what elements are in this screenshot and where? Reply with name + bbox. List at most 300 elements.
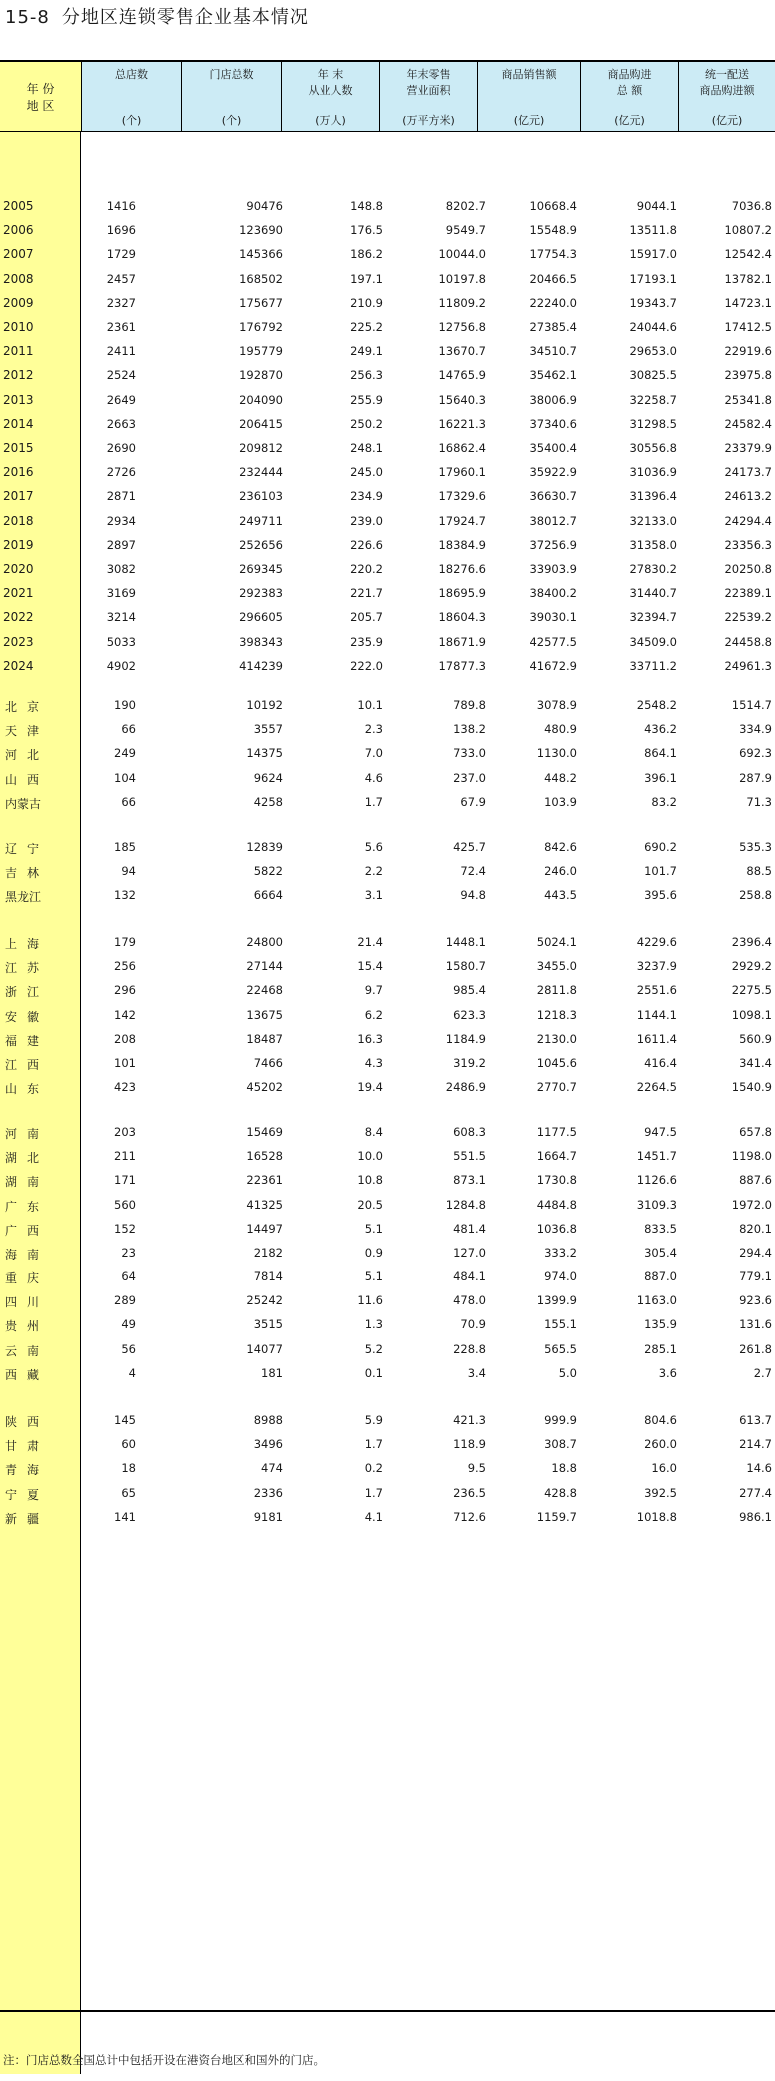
cell-col-3: 2.2: [364, 864, 383, 878]
region-row: [0, 1005, 775, 1025]
cell-col-3: 1.7: [364, 1486, 383, 1500]
cell-col-1: 64: [121, 1269, 136, 1283]
year-label: 2014: [3, 417, 34, 431]
cell-col-5: 308.7: [544, 1437, 577, 1451]
cell-col-2: 25242: [246, 1293, 283, 1307]
cell-col-4: 481.4: [453, 1222, 486, 1236]
region-row: [0, 1363, 775, 1383]
cell-col-3: 3.1: [364, 888, 383, 902]
cell-col-3: 176.5: [350, 223, 383, 237]
cell-col-2: 12839: [246, 840, 283, 854]
cell-col-2: 6664: [253, 888, 283, 902]
cell-col-7: 214.7: [739, 1437, 772, 1451]
cell-col-7: 1514.7: [731, 698, 772, 712]
year-label: 2019: [3, 538, 34, 552]
cell-col-2: 145366: [239, 247, 283, 261]
cell-col-5: 155.1: [544, 1317, 577, 1331]
header-col-1: [81, 62, 181, 131]
cell-col-1: 185: [114, 840, 136, 854]
cell-col-3: 5.6: [364, 840, 383, 854]
cell-col-6: 1018.8: [636, 1510, 677, 1524]
cell-col-7: 2275.5: [731, 983, 772, 997]
cell-col-3: 148.8: [350, 199, 383, 213]
header-col-4-l2: 营业面积: [406, 84, 451, 97]
cell-col-5: 1664.7: [536, 1149, 577, 1163]
cell-col-2: 9624: [253, 771, 283, 785]
region-row: [0, 1170, 775, 1190]
cell-col-2: 15469: [246, 1125, 283, 1139]
cell-col-2: 474: [261, 1461, 283, 1475]
region-row: [0, 1219, 775, 1239]
cell-col-4: 1580.7: [445, 959, 486, 973]
cell-col-3: 16.3: [357, 1032, 383, 1046]
cell-col-1: 142: [114, 1008, 136, 1022]
cell-col-7: 24582.4: [724, 417, 772, 431]
region-label: 山西: [5, 773, 50, 787]
cell-col-3: 205.7: [350, 610, 383, 624]
region-row: [0, 1053, 775, 1073]
header-col-2-l1: 门店总数: [209, 68, 254, 81]
region-label: 青海: [5, 1463, 50, 1477]
cell-col-6: 396.1: [644, 771, 677, 785]
cell-col-4: 14765.9: [438, 368, 486, 382]
header-col-7-unit: (亿元): [711, 114, 743, 127]
cell-col-7: 535.3: [739, 840, 772, 854]
region-row: [0, 1195, 775, 1215]
cell-col-7: 613.7: [739, 1413, 772, 1427]
cell-col-1: 2726: [106, 465, 136, 479]
region-row: [0, 837, 775, 857]
cell-col-1: 190: [114, 698, 136, 712]
cell-col-7: 25341.8: [724, 393, 772, 407]
header-col-7-l2: 商品购进额: [699, 84, 755, 97]
year-row: [0, 365, 775, 385]
cell-col-6: 31298.5: [629, 417, 677, 431]
cell-col-7: 22919.6: [724, 344, 772, 358]
cell-col-1: 1416: [106, 199, 136, 213]
region-label: 江苏: [5, 961, 50, 975]
cell-col-3: 19.4: [357, 1080, 383, 1094]
cell-col-3: 5.1: [364, 1269, 383, 1283]
cell-col-4: 127.0: [453, 1246, 486, 1260]
year-row: [0, 511, 775, 531]
region-row: [0, 1122, 775, 1142]
cell-col-2: 24800: [246, 935, 283, 949]
cell-col-3: 235.9: [350, 635, 383, 649]
cell-col-2: 45202: [246, 1080, 283, 1094]
cell-col-4: 608.3: [453, 1125, 486, 1139]
header-col-4-l1: 年末零售: [406, 68, 451, 81]
cell-col-3: 249.1: [350, 344, 383, 358]
year-row: [0, 656, 775, 676]
cell-col-4: 18276.6: [438, 562, 486, 576]
cell-col-7: 7036.8: [731, 199, 772, 213]
region-row: [0, 1339, 775, 1359]
cell-col-3: 248.1: [350, 441, 383, 455]
cell-col-1: 94: [121, 864, 136, 878]
region-label: 安徽: [5, 1010, 50, 1024]
cell-col-3: 21.4: [357, 935, 383, 949]
cell-col-6: 864.1: [644, 746, 677, 760]
cell-col-4: 94.8: [460, 888, 486, 902]
cell-col-2: 175677: [239, 296, 283, 310]
cell-col-6: 260.0: [644, 1437, 677, 1451]
region-row: [0, 1410, 775, 1430]
region-label: 浙江: [5, 985, 50, 999]
cell-col-4: 236.5: [453, 1486, 486, 1500]
region-row: [0, 719, 775, 739]
region-row: [0, 1434, 775, 1454]
cell-col-6: 887.0: [644, 1269, 677, 1283]
cell-col-5: 37340.6: [529, 417, 577, 431]
cell-col-2: 296605: [239, 610, 283, 624]
cell-col-7: 334.9: [739, 722, 772, 736]
cell-col-1: 203: [114, 1125, 136, 1139]
region-row: [0, 932, 775, 952]
cell-col-3: 5.2: [364, 1342, 383, 1356]
cell-col-5: 3455.0: [536, 959, 577, 973]
cell-col-7: 88.5: [746, 864, 772, 878]
header-col-3: [281, 62, 379, 131]
region-row: [0, 1146, 775, 1166]
cell-col-5: 428.8: [544, 1486, 577, 1500]
header-col-6-l2: 总 额: [616, 84, 643, 97]
cell-col-6: 285.1: [644, 1342, 677, 1356]
cell-col-3: 2.3: [364, 722, 383, 736]
year-row: [0, 607, 775, 627]
region-label: 河南: [5, 1127, 50, 1141]
cell-col-4: 9.5: [467, 1461, 486, 1475]
footnote: 注：门店总数全国总计中包括开设在港资台地区和国外的门店。: [3, 2053, 325, 2067]
cell-col-5: 41672.9: [529, 659, 577, 673]
cell-col-6: 31396.4: [629, 489, 677, 503]
cell-col-6: 1611.4: [636, 1032, 677, 1046]
cell-col-5: 35400.4: [529, 441, 577, 455]
cell-col-3: 0.2: [364, 1461, 383, 1475]
cell-col-3: 5.1: [364, 1222, 383, 1236]
cell-col-2: 10192: [246, 698, 283, 712]
cell-col-3: 222.0: [350, 659, 383, 673]
header-col-2: [181, 62, 281, 131]
cell-col-2: 206415: [239, 417, 283, 431]
region-label: 北京: [5, 700, 50, 714]
cell-col-5: 2130.0: [536, 1032, 577, 1046]
cell-col-7: 986.1: [739, 1510, 772, 1524]
year-label: 2024: [3, 659, 34, 673]
cell-col-6: 19343.7: [629, 296, 677, 310]
cell-col-5: 36630.7: [529, 489, 577, 503]
cell-col-2: 192870: [239, 368, 283, 382]
cell-col-2: 22468: [246, 983, 283, 997]
cell-col-3: 11.6: [357, 1293, 383, 1307]
cell-col-7: 657.8: [739, 1125, 772, 1139]
header-col-7: [678, 62, 775, 131]
cell-col-1: 2871: [106, 489, 136, 503]
cell-col-6: 2264.5: [636, 1080, 677, 1094]
cell-col-3: 255.9: [350, 393, 383, 407]
cell-col-5: 39030.1: [529, 610, 577, 624]
cell-col-2: 232444: [239, 465, 283, 479]
header-col-5: [477, 62, 580, 131]
data-table: [0, 60, 775, 2074]
cell-col-4: 16221.3: [438, 417, 486, 431]
cell-col-1: 2649: [106, 393, 136, 407]
cell-col-6: 27830.2: [629, 562, 677, 576]
cell-col-4: 712.6: [453, 1510, 486, 1524]
cell-col-5: 38006.9: [529, 393, 577, 407]
cell-col-2: 168502: [239, 272, 283, 286]
cell-col-2: 236103: [239, 489, 283, 503]
region-row: [0, 861, 775, 881]
cell-col-5: 37256.9: [529, 538, 577, 552]
cell-col-5: 480.9: [544, 722, 577, 736]
cell-col-5: 27385.4: [529, 320, 577, 334]
cell-col-3: 4.1: [364, 1510, 383, 1524]
cell-col-6: 395.6: [644, 888, 677, 902]
header-year-label: 年 份: [26, 82, 55, 96]
cell-col-5: 246.0: [544, 864, 577, 878]
cell-col-5: 38400.2: [529, 586, 577, 600]
cell-col-7: 560.9: [739, 1032, 772, 1046]
cell-col-4: 3.4: [467, 1366, 486, 1380]
cell-col-7: 923.6: [739, 1293, 772, 1307]
cell-col-7: 23356.3: [724, 538, 772, 552]
cell-col-4: 873.1: [453, 1173, 486, 1187]
year-row: [0, 535, 775, 555]
cell-col-1: 2327: [106, 296, 136, 310]
cell-col-7: 14.6: [746, 1461, 772, 1475]
cell-col-1: 141: [114, 1510, 136, 1524]
cell-col-5: 20466.5: [529, 272, 577, 286]
cell-col-3: 0.1: [364, 1366, 383, 1380]
cell-col-6: 1144.1: [636, 1008, 677, 1022]
cell-col-2: 41325: [246, 1198, 283, 1212]
region-label: 新疆: [5, 1512, 50, 1526]
cell-col-5: 35922.9: [529, 465, 577, 479]
cell-col-6: 833.5: [644, 1222, 677, 1236]
cell-col-3: 10.8: [357, 1173, 383, 1187]
cell-col-2: 3496: [253, 1437, 283, 1451]
cell-col-2: 14375: [246, 746, 283, 760]
cell-col-2: 14497: [246, 1222, 283, 1236]
region-label: 海南: [5, 1248, 50, 1262]
cell-col-1: 1696: [106, 223, 136, 237]
cell-col-1: 56: [121, 1342, 136, 1356]
cell-col-4: 789.8: [453, 698, 486, 712]
cell-col-7: 131.6: [739, 1317, 772, 1331]
cell-col-6: 9044.1: [636, 199, 677, 213]
year-label: 2023: [3, 635, 34, 649]
cell-col-3: 210.9: [350, 296, 383, 310]
cell-col-1: 152: [114, 1222, 136, 1236]
cell-col-7: 692.3: [739, 746, 772, 760]
cell-col-7: 1972.0: [731, 1198, 772, 1212]
cell-col-6: 1451.7: [636, 1149, 677, 1163]
cell-col-4: 17924.7: [438, 514, 486, 528]
cell-col-3: 220.2: [350, 562, 383, 576]
region-row: [0, 956, 775, 976]
year-label: 2010: [3, 320, 34, 334]
cell-col-3: 5.9: [364, 1413, 383, 1427]
cell-col-1: 2524: [106, 368, 136, 382]
header-region-label: 地 区: [26, 99, 55, 113]
cell-col-2: 7466: [253, 1056, 283, 1070]
cell-col-2: 209812: [239, 441, 283, 455]
cell-col-1: 2457: [106, 272, 136, 286]
cell-col-6: 3237.9: [636, 959, 677, 973]
cell-col-3: 10.0: [357, 1149, 383, 1163]
cell-col-7: 1198.0: [731, 1149, 772, 1163]
cell-col-6: 3109.3: [636, 1198, 677, 1212]
region-label: 甘肃: [5, 1439, 50, 1453]
cell-col-1: 2663: [106, 417, 136, 431]
year-row: [0, 196, 775, 216]
region-row: [0, 1266, 775, 1286]
cell-col-2: 3557: [253, 722, 283, 736]
cell-col-6: 32258.7: [629, 393, 677, 407]
region-label: 湖北: [5, 1151, 50, 1165]
cell-col-3: 234.9: [350, 489, 383, 503]
cell-col-4: 484.1: [453, 1269, 486, 1283]
year-row: [0, 390, 775, 410]
cell-col-5: 1399.9: [536, 1293, 577, 1307]
cell-col-6: 31440.7: [629, 586, 677, 600]
cell-col-1: 2690: [106, 441, 136, 455]
cell-col-4: 1448.1: [445, 935, 486, 949]
cell-col-4: 319.2: [453, 1056, 486, 1070]
year-row: [0, 583, 775, 603]
cell-col-2: 4258: [253, 795, 283, 809]
cell-col-2: 195779: [239, 344, 283, 358]
cell-col-2: 22361: [246, 1173, 283, 1187]
region-label: 内蒙古: [5, 797, 42, 811]
cell-col-4: 16862.4: [438, 441, 486, 455]
year-label: 2011: [3, 344, 34, 358]
cell-col-1: 60: [121, 1437, 136, 1451]
cell-col-4: 11809.2: [438, 296, 486, 310]
cell-col-2: 414239: [239, 659, 283, 673]
region-label: 江西: [5, 1058, 50, 1072]
region-row: [0, 768, 775, 788]
cell-col-4: 70.9: [460, 1317, 486, 1331]
cell-col-6: 1163.0: [636, 1293, 677, 1307]
cell-col-2: 16528: [246, 1149, 283, 1163]
cell-col-3: 4.3: [364, 1056, 383, 1070]
cell-col-6: 83.2: [651, 795, 677, 809]
year-label: 2015: [3, 441, 34, 455]
cell-col-5: 38012.7: [529, 514, 577, 528]
cell-col-1: 66: [121, 722, 136, 736]
cell-col-7: 887.6: [739, 1173, 772, 1187]
header-col-6-l1: 商品购进: [607, 68, 652, 81]
header-col-5-unit: (亿元): [513, 114, 545, 127]
cell-col-6: 31036.9: [629, 465, 677, 479]
cell-col-7: 1098.1: [731, 1008, 772, 1022]
year-row: [0, 486, 775, 506]
cell-col-3: 15.4: [357, 959, 383, 973]
cell-col-6: 13511.8: [629, 223, 677, 237]
cell-col-3: 245.0: [350, 465, 383, 479]
cell-col-7: 277.4: [739, 1486, 772, 1500]
cell-col-4: 228.8: [453, 1342, 486, 1356]
region-label: 广东: [5, 1200, 50, 1214]
cell-col-4: 733.0: [453, 746, 486, 760]
cell-col-3: 239.0: [350, 514, 383, 528]
cell-col-1: 66: [121, 795, 136, 809]
table-title: [5, 3, 309, 29]
cell-col-2: 269345: [239, 562, 283, 576]
region-row: [0, 1314, 775, 1334]
cell-col-5: 22240.0: [529, 296, 577, 310]
cell-col-4: 13670.7: [438, 344, 486, 358]
cell-col-5: 842.6: [544, 840, 577, 854]
region-label: 山东: [5, 1082, 50, 1096]
cell-col-1: 256: [114, 959, 136, 973]
header-col-6: [580, 62, 678, 131]
cell-col-5: 448.2: [544, 771, 577, 785]
cell-col-4: 1284.8: [445, 1198, 486, 1212]
cell-col-1: 211: [114, 1149, 136, 1163]
cell-col-6: 30556.8: [629, 441, 677, 455]
cell-col-7: 287.9: [739, 771, 772, 785]
region-row: [0, 695, 775, 715]
region-row: [0, 792, 775, 812]
year-row: [0, 317, 775, 337]
cell-col-4: 18671.9: [438, 635, 486, 649]
year-label: 2005: [3, 199, 34, 213]
year-label: 2009: [3, 296, 34, 310]
cell-col-6: 690.2: [644, 840, 677, 854]
cell-col-4: 18695.9: [438, 586, 486, 600]
region-label: 广西: [5, 1224, 50, 1238]
cell-col-6: 29653.0: [629, 344, 677, 358]
cell-col-2: 123690: [239, 223, 283, 237]
cell-col-1: 3214: [106, 610, 136, 624]
cell-col-4: 17877.3: [438, 659, 486, 673]
table-number: 15-8: [5, 7, 50, 28]
cell-col-6: 2551.6: [636, 983, 677, 997]
cell-col-5: 333.2: [544, 1246, 577, 1260]
cell-col-1: 2897: [106, 538, 136, 552]
year-label: 2007: [3, 247, 34, 261]
header-col-2-unit: (个): [221, 114, 242, 127]
table-header: [0, 62, 775, 132]
year-row: [0, 293, 775, 313]
cell-col-1: 249: [114, 746, 136, 760]
cell-col-7: 71.3: [746, 795, 772, 809]
cell-col-6: 33711.2: [629, 659, 677, 673]
region-row: [0, 885, 775, 905]
cell-col-5: 1177.5: [536, 1125, 577, 1139]
year-row: [0, 220, 775, 240]
cell-col-5: 10668.4: [529, 199, 577, 213]
cell-col-2: 176792: [239, 320, 283, 334]
region-row: [0, 1507, 775, 1527]
cell-col-5: 2770.7: [536, 1080, 577, 1094]
region-label: 西藏: [5, 1368, 50, 1382]
year-label: 2008: [3, 272, 34, 286]
cell-col-3: 0.9: [364, 1246, 383, 1260]
cell-col-7: 20250.8: [724, 562, 772, 576]
cell-col-5: 1036.8: [536, 1222, 577, 1236]
cell-col-3: 1.3: [364, 1317, 383, 1331]
cell-col-6: 32394.7: [629, 610, 677, 624]
cell-col-1: 4: [128, 1366, 136, 1380]
cell-col-4: 421.3: [453, 1413, 486, 1427]
header-col-7-l1: 统一配送: [705, 68, 749, 81]
region-row: [0, 743, 775, 763]
cell-col-3: 1.7: [364, 795, 383, 809]
